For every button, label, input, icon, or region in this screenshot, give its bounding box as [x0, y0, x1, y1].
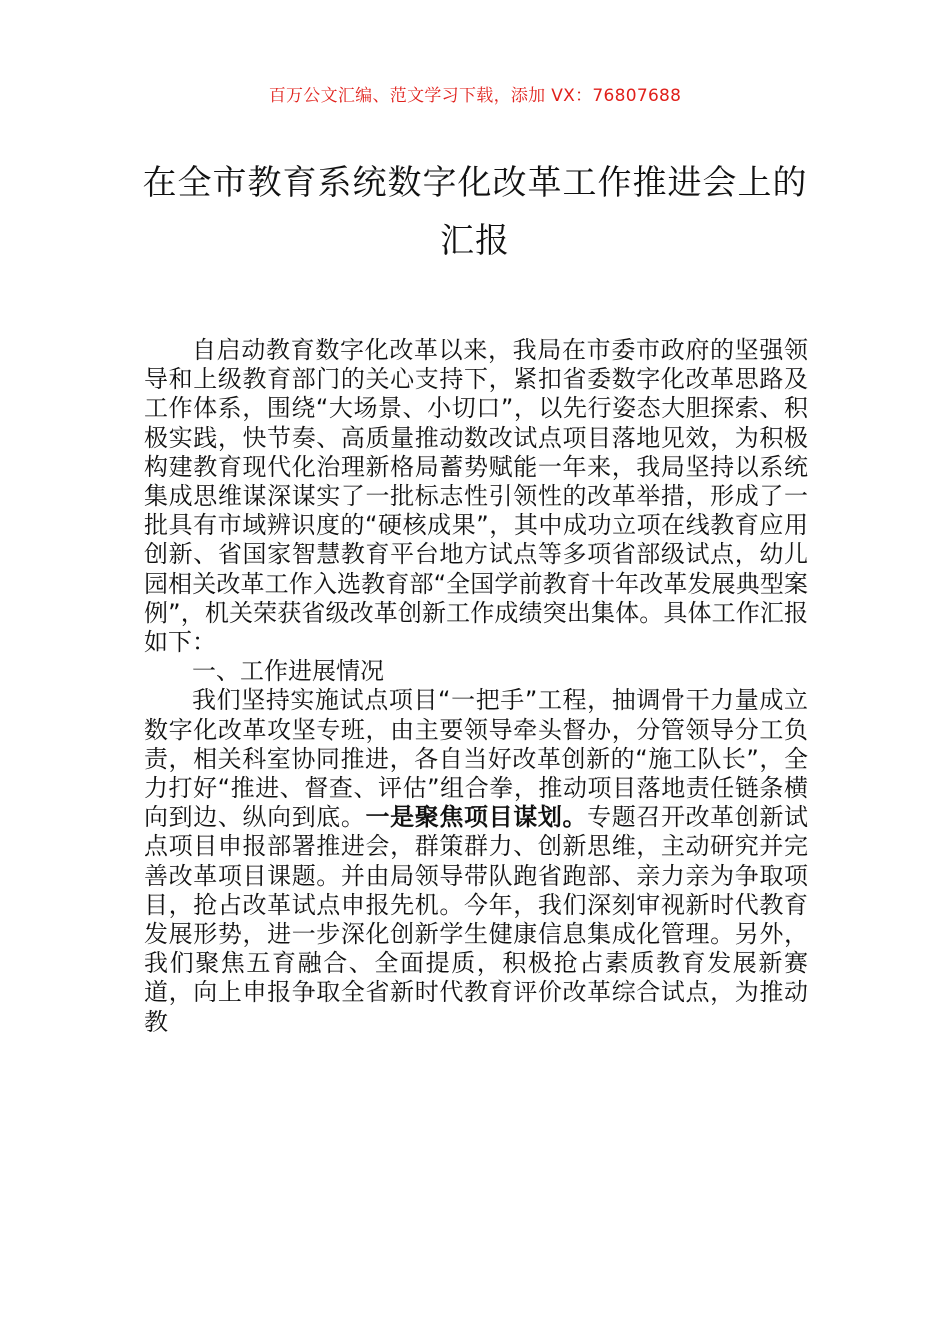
document-body	[144, 336, 808, 1037]
paragraph-text-continued: 专题召开改革创新试点项目申报部署推进会，群策群力、创新思维，主动研究并完善改革项目课题。并由局领导带队跑省跑部、亲力亲为争取项目，抢占改革试点申报先机。今年，我们深刻审视新时代教育发展形势，进一步深化创新学生健康信息集成化管理。另外，我们聚焦五育融合、全面提质，积极抢占素质教育发展新赛道，向上申报争取全省新时代教育评价改革综合试点，为推动教	[144, 803, 809, 1036]
section-heading: 一、工作进展情况	[192, 657, 384, 686]
bold-lead-phrase: 一是聚焦项目谋划。	[365, 803, 588, 832]
document-title: 在全市教育系统数字化改革工作推进会上的汇报	[142, 163, 808, 261]
intro-paragraph: 自启动教育数字化改革以来，我局在市委市政府的坚强领导和上级教育部门的关心支持下，紧扣省委数字化改革思路及工作体系，围绕“大场景、小切口”，以先行姿态大胆探索、积极实践，快节奏、高质量推动数改试点项目落地见效，为积极构建教育现代化治理新格局蓄势赋能一年来，我局坚持以系统集成思维谋深谋实了一批标志性引领性的改革举措，形成了一批具有市域辨识度的“硬核成果”，其中成功立项在线教育应用创新、省国家智慧教育平台地方试点等多项省部级试点，幼儿园相关改革工作入选教育部“全国学前教育十年改革发展典型案例”，机关荣获省级改革创新工作成绩突出集体。具体工作汇报如下：	[144, 336, 808, 657]
watermark-header: 百万公文汇编、范文学习下载，添加 VX：76807688	[268, 86, 682, 106]
work-progress-paragraph	[144, 686, 808, 1036]
paragraph-text: 我们坚持实施试点项目“一把手”工程，抽调骨干力量成立数字化改革攻坚专班，由主要领导牵头督办，分管领导分工负责，相关科室协同推进，各自当好改革创新的“施工队长”，全力打好“推进、督查、评估”组合拳，推动项目落地责任链条横向到边、纵向到底。	[144, 686, 808, 832]
